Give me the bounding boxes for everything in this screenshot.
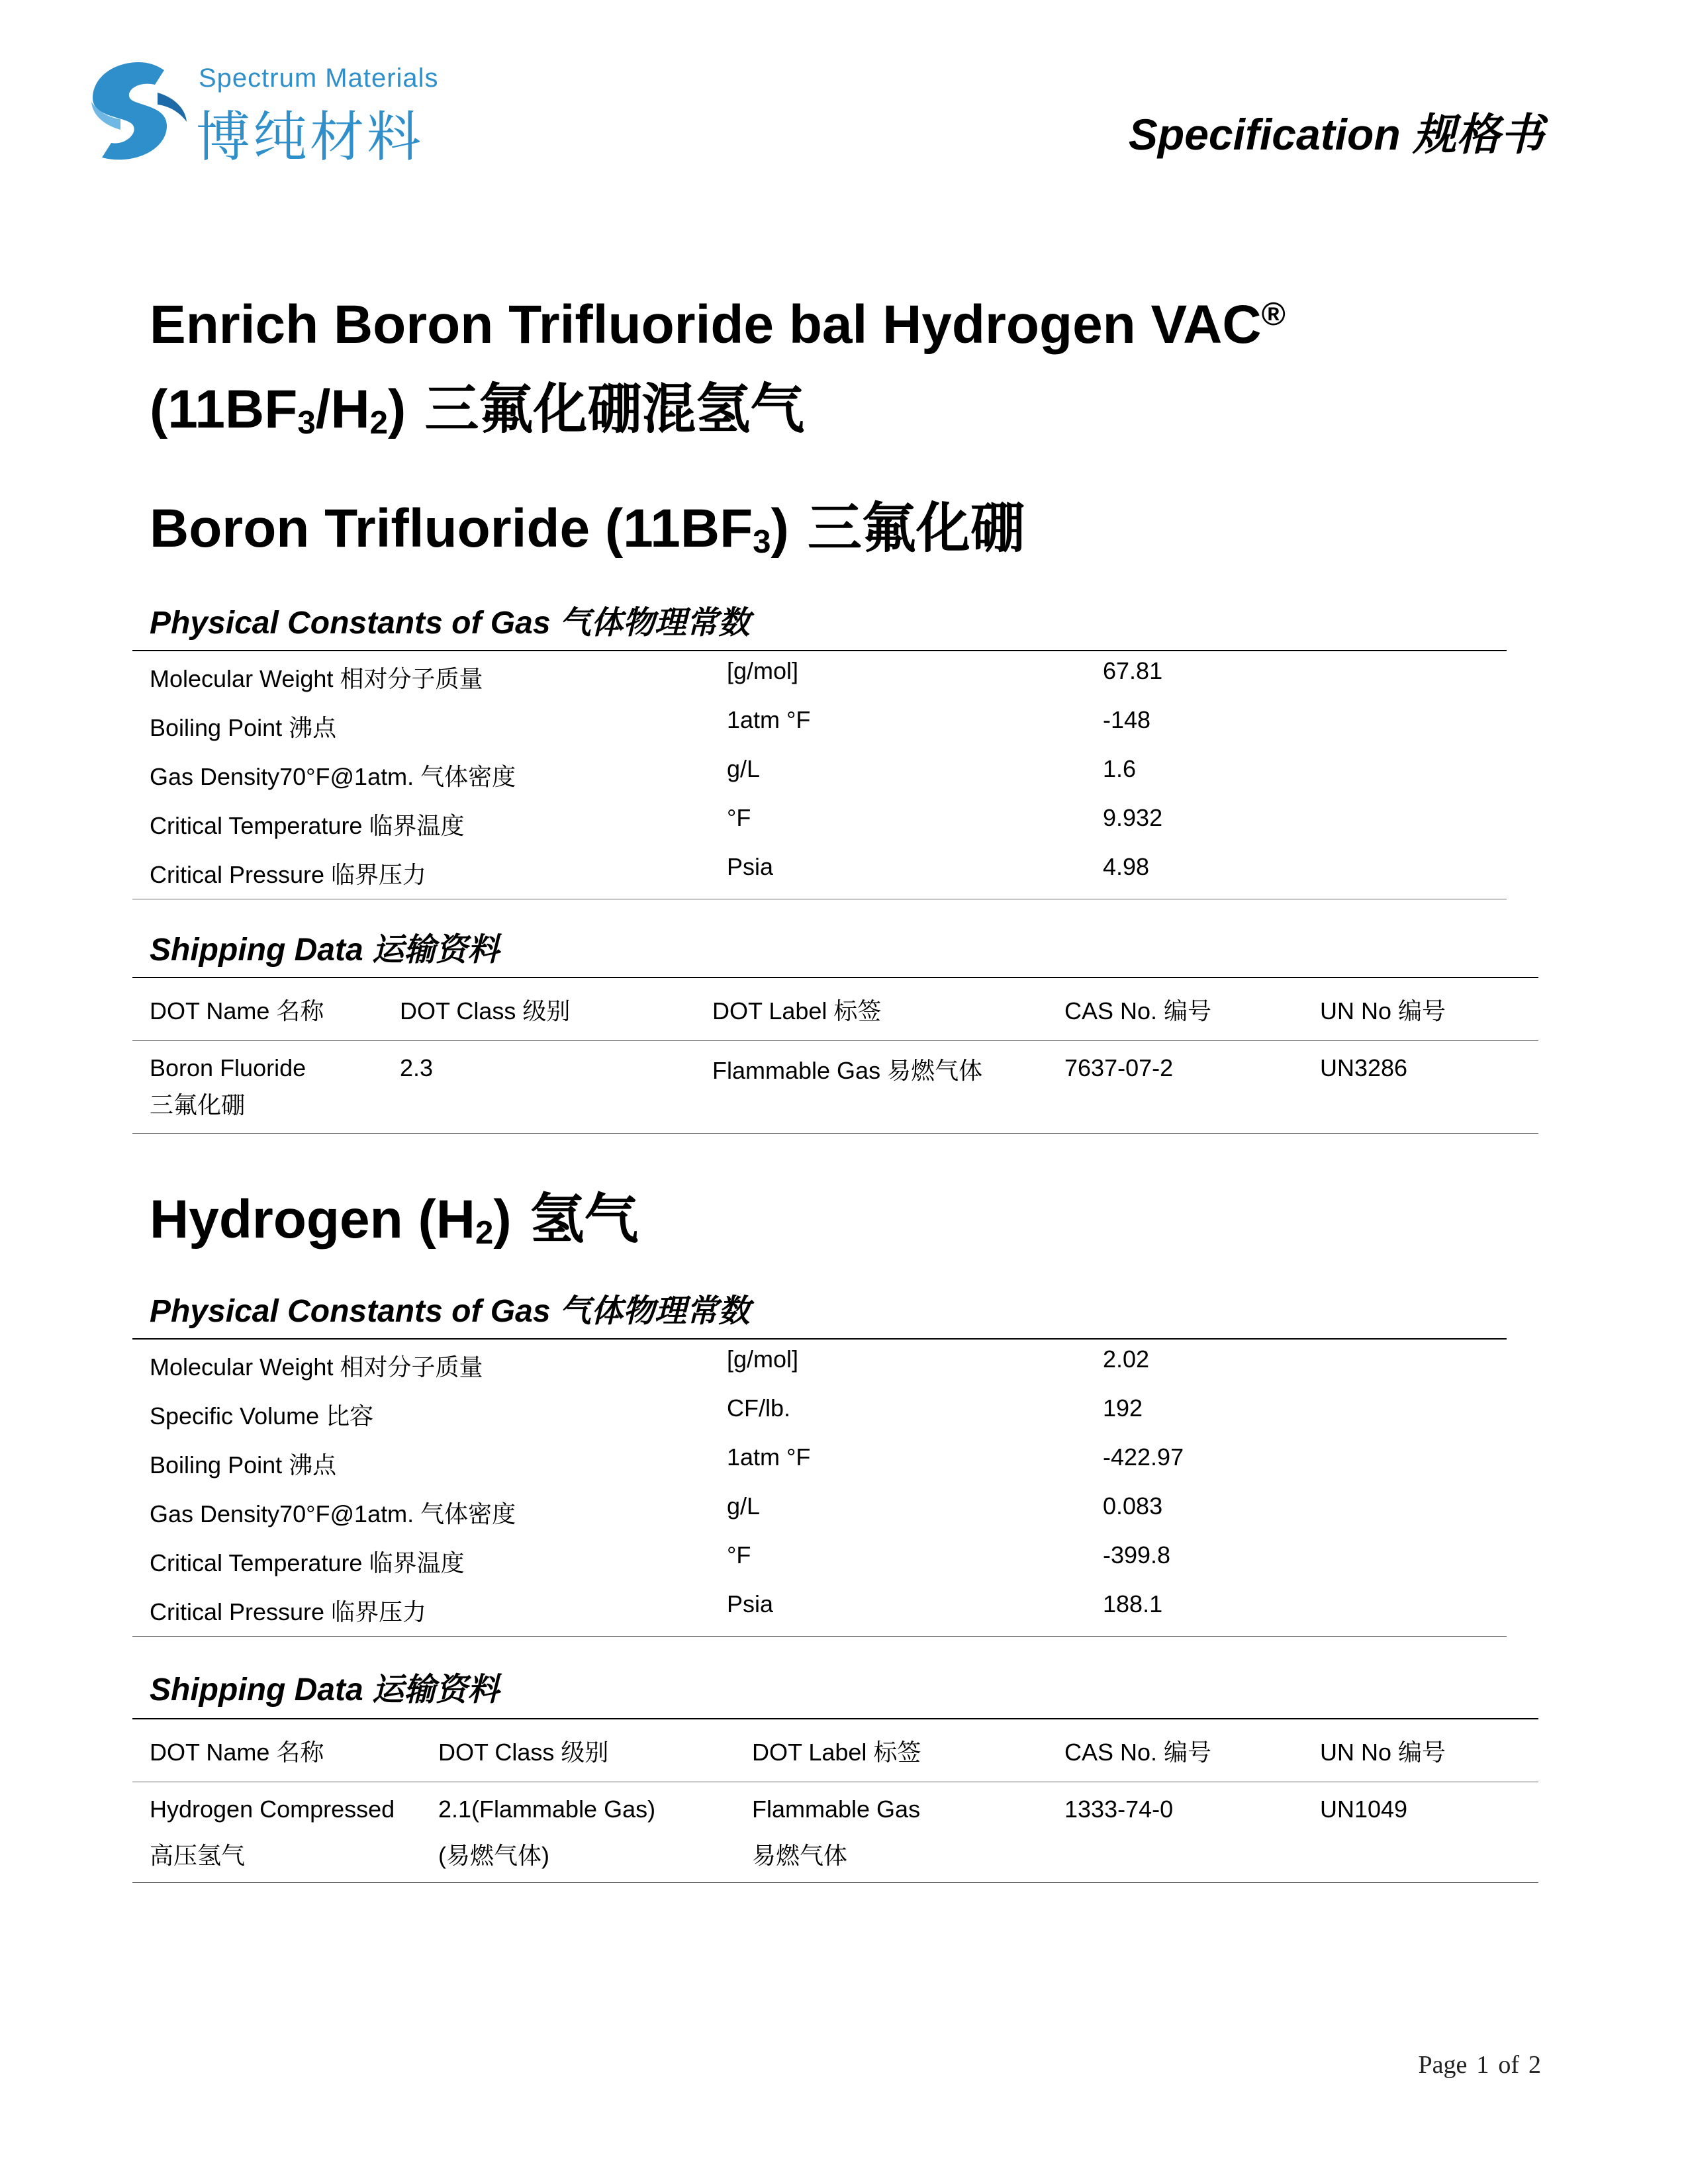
dot-class-chinese: (易燃气体) (438, 1842, 549, 1869)
property-name: Gas Density70°F@1atm. 气体密度 (150, 763, 516, 790)
column-header: DOT Class 级别 (438, 1739, 609, 1766)
page-total: 2 (1528, 2051, 1541, 2079)
column-header: CAS No. 编号 (1064, 997, 1212, 1024)
property-name: Specific Volume 比容 (150, 1402, 374, 1430)
document-type-title: Specification 规格书 (1128, 110, 1544, 159)
property-unit: °F (727, 1541, 751, 1569)
dot-name-chinese: 高压氢气 (150, 1842, 246, 1869)
of-label: of (1498, 2051, 1519, 2079)
property-name: Molecular Weight 相对分子质量 (150, 665, 483, 692)
property-unit: 1atm °F (727, 706, 811, 733)
page-number-footer (1418, 2050, 1541, 2079)
dot-class: 2.3 (400, 1054, 434, 1081)
dot-name-chinese: 三氟化硼 (150, 1091, 246, 1118)
divider (132, 1338, 1507, 1340)
brand-name-english: Spectrum Materials (199, 64, 439, 93)
formula-part: /H (315, 379, 370, 439)
hydrogen-physical-constants-heading: Physical Constants of Gas 气体物理常数 (150, 1294, 750, 1329)
dot-label: Flammable Gas (752, 1796, 921, 1823)
divider (132, 1882, 1538, 1883)
dot-label: Flammable Gas 易燃气体 (712, 1057, 983, 1084)
column-header: DOT Class 级别 (400, 997, 571, 1024)
property-value: 4.98 (1103, 853, 1150, 880)
dot-name: Hydrogen Compressed (150, 1796, 395, 1823)
dot-class: 2.1(Flammable Gas) (438, 1796, 656, 1823)
product-title-line2 (150, 379, 805, 441)
property-value: 2.02 (1103, 1345, 1150, 1373)
dot-label-chinese: 易燃气体 (752, 1842, 848, 1869)
heading-part: ) (493, 1189, 512, 1250)
column-header: DOT Label 标签 (752, 1739, 921, 1766)
property-value: -148 (1103, 706, 1151, 733)
property-unit: CF/lb. (727, 1394, 791, 1422)
property-value: 67.81 (1103, 657, 1163, 684)
page-number: 1 (1476, 2051, 1489, 2079)
divider (132, 1718, 1538, 1719)
property-name: Critical Pressure 临界压力 (150, 1598, 427, 1625)
property-value: 9.932 (1103, 804, 1163, 831)
un-number: UN1049 (1320, 1796, 1408, 1823)
column-header: DOT Name 名称 (150, 1739, 324, 1766)
divider (132, 650, 1507, 651)
property-unit: Psia (727, 1590, 774, 1617)
property-unit: g/L (727, 755, 761, 782)
property-unit: Psia (727, 853, 774, 880)
formula-subscript: 3 (753, 523, 771, 560)
formula-subscript: 2 (475, 1214, 494, 1251)
page-label: Page (1418, 2051, 1468, 2079)
product-title-chinese: 三氟化硼混氢气 (424, 379, 805, 439)
boron-shipping-data-heading: Shipping Data 运输资料 (150, 933, 500, 968)
heading-part: ) (771, 498, 789, 559)
company-logo (86, 58, 439, 171)
property-value: 1.6 (1103, 755, 1137, 782)
property-name: Boiling Point 沸点 (150, 714, 337, 741)
hydrogen-shipping-data-heading: Shipping Data 运输资料 (150, 1672, 500, 1707)
property-value: 192 (1103, 1394, 1143, 1422)
formula-subscript: 2 (369, 404, 389, 441)
formula-part: ) (388, 379, 406, 439)
property-name: Molecular Weight 相对分子质量 (150, 1353, 483, 1381)
property-value: 0.083 (1103, 1492, 1163, 1520)
column-header: DOT Label 标签 (712, 997, 882, 1024)
column-header: UN No 编号 (1320, 997, 1446, 1024)
property-name: Critical Temperature 临界温度 (150, 1549, 465, 1576)
cas-number: 7637-07-2 (1064, 1054, 1174, 1081)
boron-physical-constants-heading: Physical Constants of Gas 气体物理常数 (150, 606, 750, 641)
boron-section-heading (150, 498, 1025, 560)
hydrogen-section-heading (150, 1189, 639, 1251)
property-value: -422.97 (1103, 1443, 1184, 1471)
formula-part: (11BF (150, 379, 298, 439)
divider (132, 977, 1538, 978)
divider (132, 1133, 1538, 1134)
cas-number: 1333-74-0 (1064, 1796, 1174, 1823)
property-value: -399.8 (1103, 1541, 1171, 1569)
column-header: CAS No. 编号 (1064, 1739, 1212, 1766)
property-unit: °F (727, 804, 751, 831)
product-title-line1 (150, 295, 1286, 355)
heading-part: Hydrogen (H (150, 1189, 475, 1250)
registered-mark: ® (1261, 295, 1286, 332)
dot-name: Boron Fluoride (150, 1054, 306, 1081)
property-name: Gas Density70°F@1atm. 气体密度 (150, 1500, 516, 1527)
property-name: Boiling Point 沸点 (150, 1451, 337, 1479)
heading-chinese: 氢气 (530, 1189, 639, 1250)
column-header: DOT Name 名称 (150, 997, 324, 1024)
column-header: UN No 编号 (1320, 1739, 1446, 1766)
heading-part: Boron Trifluoride (11BF (150, 498, 753, 559)
property-value: 188.1 (1103, 1590, 1163, 1617)
property-unit: g/L (727, 1492, 761, 1520)
brand-name-chinese: 博纯材料 (196, 107, 424, 167)
title-text: Enrich Boron Trifluoride bal Hydrogen VAC (150, 295, 1262, 355)
heading-chinese: 三氟化硼 (807, 498, 1025, 559)
formula-subscript: 3 (297, 404, 316, 441)
spectrum-s-logo-icon (86, 58, 192, 164)
divider (132, 1040, 1538, 1041)
property-name: Critical Temperature 临界温度 (150, 812, 465, 839)
property-unit: 1atm °F (727, 1443, 811, 1471)
property-name: Critical Pressure 临界压力 (150, 861, 427, 888)
property-unit: [g/mol] (727, 1345, 799, 1373)
un-number: UN3286 (1320, 1054, 1408, 1081)
property-unit: [g/mol] (727, 657, 799, 684)
divider (132, 1636, 1507, 1637)
